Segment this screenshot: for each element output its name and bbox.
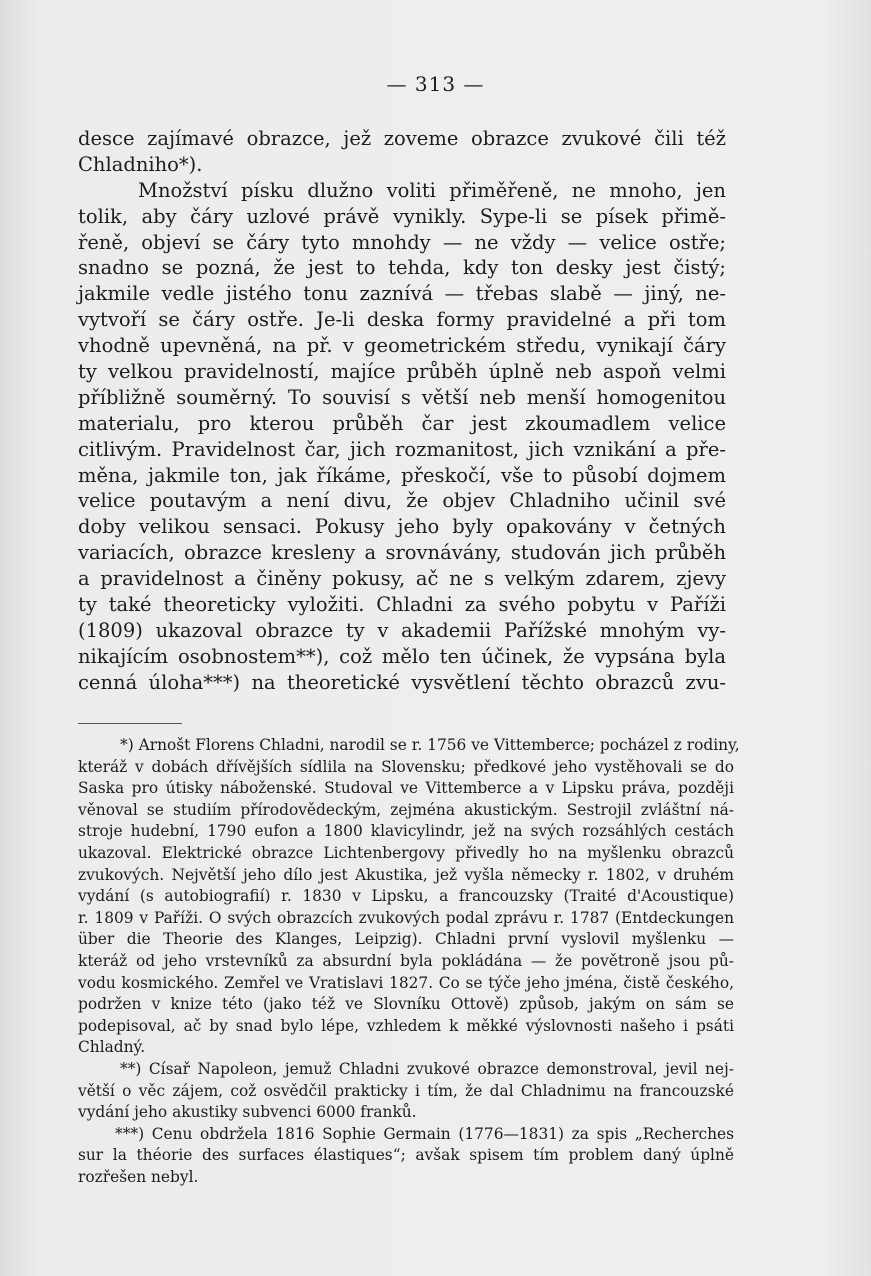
footnote-line: podržen v knize této (jako též ve Slovníku Ottově) způsob, jakým on sám se <box>78 995 734 1014</box>
text-line: snadno se pozná, že jest to tehda, kdy ton desky jest čistý; <box>78 256 726 280</box>
text-line: Chladniho*). <box>78 152 203 176</box>
text-line: velice poutavým a není divu, že objev Chladniho učinil své <box>78 489 726 513</box>
footnote-divider <box>78 723 182 724</box>
footnote-line: ukazoval. Elektrické obrazce Lichtenbergovy přivedly ho na myšlenku obrazců <box>78 843 734 862</box>
text-line: cenná úloha***) na theoretické vysvětlení těchto obrazců zvu- <box>78 670 726 694</box>
footnote-line: stroje hudební, 1790 eufon a 1800 klavicylindr, jež na svých rozsáhlých cestách <box>78 822 734 841</box>
footnote-line: podepisoval, ač by snad bylo lépe, vzhledem k měkké výslovnosti našeho i psáti <box>78 1016 734 1035</box>
footnote-line: sur la théorie des surfaces élastiques“; avšak spisem tím problem daný úplně <box>78 1146 734 1165</box>
text-line: doby velikou sensaci. Pokusy jeho byly opakovány v četných <box>78 515 726 539</box>
text-line: ty také theoreticky vyložiti. Chladni za svého pobytu v Paříži <box>78 593 726 617</box>
text-line: měna, jakmile ton, jak říkáme, přeskočí, vše to působí dojmem <box>78 463 726 487</box>
text-line: tolik, aby čáry uzlové právě vynikly. Sype-li se písek přimě- <box>78 204 726 228</box>
footnote-line: kteráž od jeho vrstevníků za absurdní byla pokládána — že povětroně jsou pů- <box>78 951 734 970</box>
footnote-line: vydání (s autobiografií) r. 1830 v Lipsku, a francouzsky (Traité d'Acoustique) <box>78 887 734 906</box>
footnote-line: Saska pro útisky náboženské. Studoval ve Vittemberce a v Lipsku práva, později <box>78 779 734 798</box>
footnote-line: věnoval se studiím přírodovědeckým, zejména akustickým. Sestrojil zvláštní ná- <box>78 800 734 819</box>
footnote-line: r. 1809 v Paříži. O svých obrazcích zvukových podal zprávu r. 1787 (Entdeckungen <box>78 908 734 927</box>
text-line: variacích, obrazce kresleny a srovnávány, studován jich průběh <box>78 541 726 565</box>
footnote-line: větší o věc zájem, což osvědčil prakticky i tím, že dal Chladnimu na francouzské <box>78 1081 734 1100</box>
footnote-line: über die Theorie des Klanges, Leipzig). Chladni první vyslovil myšlenku — <box>78 930 734 949</box>
footnote-line: kteráž v dobách dřívějších sídlila na Slovensku; předkové jeho vystěhovali se do <box>78 757 734 776</box>
footnote-line: *) Arnošt Florens Chladni, narodil se r. 1756 ve Vittemberce; pocházel z rodiny, <box>120 736 740 754</box>
text-line: jakmile vedle jistého tonu zaznívá — třebas slabě — jiný, ne- <box>78 282 726 306</box>
text-line: vytvoří se čáry ostře. Je-li deska formy pravidelné a při tom <box>78 308 726 332</box>
text-line: materialu, pro kterou průběh čar jest zkoumadlem velice <box>78 411 726 435</box>
text-line: nikajícím osobnostem**), což mělo ten účinek, že vypsána byla <box>78 644 726 668</box>
footnote-line: vodu kosmického. Zemřel ve Vratislavi 1827. Co se týče jeho jména, čistě českého, <box>78 973 734 992</box>
text-line: citlivým. Pravidelnost čar, jich rozmanitost, jich vznikání a pře- <box>78 437 726 461</box>
footnote-line: zvukových. Největší jeho dílo jest Akustika, jež vyšla německy r. 1802, v druhém <box>78 865 734 884</box>
text-line: (1809) ukazoval obrazce ty v akademii Pařížské mnohým vy- <box>78 618 726 642</box>
text-line: ty velkou pravidelností, majíce průběh úplně neb aspoň velmi <box>78 360 726 384</box>
text-line: desce zajímavé obrazce, jež zoveme obrazce zvukové čili též <box>78 127 726 150</box>
page-number: — 313 — <box>386 72 485 96</box>
footnote-line: **) Císař Napoleon, jemuž Chladni zvukové obrazce demonstroval, jevil nej- <box>120 1059 734 1078</box>
text-line: řeně, objeví se čáry tyto mnohdy — ne vždy — velice ostře; <box>78 230 726 254</box>
footnote-line: Chladný. <box>78 1038 146 1057</box>
paragraph-start-line: Množství písku dlužno voliti přiměřeně, ne mnoho, jen <box>138 178 726 202</box>
footnote-line: ***) Cenu obdržela 1816 Sophie Germain (1776—1831) za spis „Recherches <box>115 1124 734 1143</box>
footnote-line: rozřešen nebyl. <box>78 1167 199 1186</box>
text-line: vhodně upevněná, na př. v geometrickém středu, vynikají čáry <box>78 334 726 358</box>
main-text <box>78 126 726 696</box>
footnotes <box>78 735 740 1188</box>
text-line: a pravidelnost a činěny pokusy, ač ne s velkým zdarem, zjevy <box>78 567 726 591</box>
text-line: příbližně souměrný. To souvisí s větší neb menší homogenitou <box>78 385 726 409</box>
footnote-line: vydání jeho akustiky subvenci 6000 franků. <box>78 1103 417 1122</box>
